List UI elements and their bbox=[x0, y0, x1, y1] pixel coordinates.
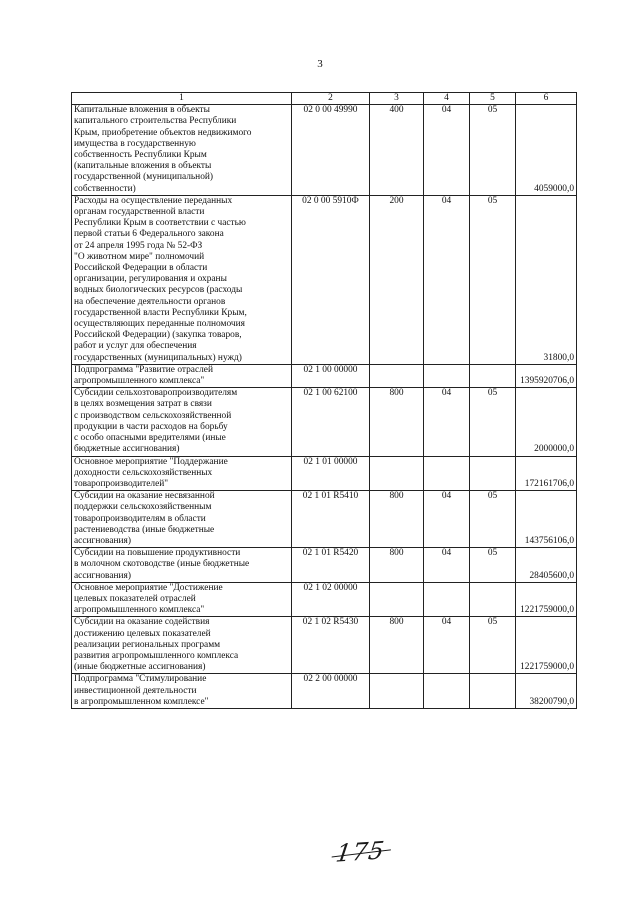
table-row bbox=[72, 105, 577, 196]
row-amount-cell: 4059000,0 bbox=[516, 105, 577, 196]
row-amount-cell: 1221759000,0 bbox=[516, 617, 577, 674]
table-row bbox=[72, 548, 577, 583]
row-expense-type-cell: 800 bbox=[370, 491, 424, 548]
row-amount-cell: 28405600,0 bbox=[516, 548, 577, 583]
row-code-cell: 02 1 00 62100 bbox=[292, 388, 370, 456]
row-section-cell bbox=[424, 674, 470, 709]
budget-table bbox=[71, 92, 577, 709]
table-row bbox=[72, 491, 577, 548]
row-expense-type-cell: 800 bbox=[370, 617, 424, 674]
table-row bbox=[72, 456, 577, 491]
row-section-cell: 04 bbox=[424, 491, 470, 548]
row-code-cell: 02 1 01 00000 bbox=[292, 456, 370, 491]
table-row bbox=[72, 582, 577, 617]
handwritten-page-mark: 175 bbox=[334, 836, 387, 868]
row-name-cell: Субсидии на повышение продуктивности в молочном скотоводстве (иные бюджетные ассигнования) bbox=[72, 548, 292, 583]
row-amount-cell: 2000000,0 bbox=[516, 388, 577, 456]
row-expense-type-cell: 800 bbox=[370, 388, 424, 456]
row-name-cell: Подпрограмма "Стимулирование инвестиционной деятельности в агропромышленном комплексе" bbox=[72, 674, 292, 709]
row-expense-type-cell: 800 bbox=[370, 548, 424, 583]
column-header: 2 bbox=[292, 93, 370, 105]
table-row bbox=[72, 388, 577, 456]
row-expense-type-cell: 400 bbox=[370, 105, 424, 196]
row-expense-type-cell bbox=[370, 456, 424, 491]
column-header: 3 bbox=[370, 93, 424, 105]
column-header: 1 bbox=[72, 93, 292, 105]
table-row bbox=[72, 195, 577, 364]
column-header: 4 bbox=[424, 93, 470, 105]
row-subsection-cell: 05 bbox=[470, 105, 516, 196]
row-amount-cell: 1221759000,0 bbox=[516, 582, 577, 617]
row-code-cell: 02 0 00 5910Ф bbox=[292, 195, 370, 364]
row-subsection-cell: 05 bbox=[470, 388, 516, 456]
row-subsection-cell: 05 bbox=[470, 491, 516, 548]
row-amount-cell: 1395920706,0 bbox=[516, 364, 577, 387]
row-amount-cell: 38200790,0 bbox=[516, 674, 577, 709]
row-expense-type-cell bbox=[370, 582, 424, 617]
row-section-cell bbox=[424, 456, 470, 491]
row-section-cell: 04 bbox=[424, 388, 470, 456]
row-code-cell: 02 1 01 R5420 bbox=[292, 548, 370, 583]
table-header-row bbox=[72, 93, 577, 105]
row-section-cell: 04 bbox=[424, 548, 470, 583]
page-number: 3 bbox=[317, 58, 323, 70]
row-name-cell: Расходы на осуществление переданных органам государственной власти Республики Крым в соответствии с частью первой статьи 6 Федерального закона от 24 апреля 1995 года № 52-ФЗ "О животном мире" полномочий Российской Федерации в области организации, регулирования и охраны водных биологических ресурсов (расходы на обеспечение деятельности органов государственной власти Республики Крым, осуществляющих переданные полномочия Российской Федерации) (закупка товаров, работ и услуг для обеспечения государственных (муниципальных) нужд) bbox=[72, 195, 292, 364]
row-subsection-cell bbox=[470, 456, 516, 491]
row-code-cell: 02 1 02 00000 bbox=[292, 582, 370, 617]
row-name-cell: Основное мероприятие "Достижение целевых показателей отраслей агропромышленного комплекса" bbox=[72, 582, 292, 617]
row-name-cell: Субсидии сельхозтоваропроизводителям в целях возмещения затрат в связи с производством сельскохозяйственной продукции в части расходов на борьбу с особо опасными вредителями (иные бюджетные ассигнования) bbox=[72, 388, 292, 456]
row-expense-type-cell bbox=[370, 674, 424, 709]
row-amount-cell: 31800,0 bbox=[516, 195, 577, 364]
row-expense-type-cell bbox=[370, 364, 424, 387]
table-row bbox=[72, 364, 577, 387]
row-name-cell: Основное мероприятие "Поддержание доходности сельскохозяйственных товаропроизводителей" bbox=[72, 456, 292, 491]
row-subsection-cell bbox=[470, 582, 516, 617]
row-name-cell: Субсидии на оказание несвязанной поддержки сельскохозяйственным товаропроизводителям в области растениеводства (иные бюджетные ассигнования) bbox=[72, 491, 292, 548]
row-subsection-cell: 05 bbox=[470, 548, 516, 583]
row-subsection-cell: 05 bbox=[470, 195, 516, 364]
row-section-cell: 04 bbox=[424, 105, 470, 196]
column-header: 6 bbox=[516, 93, 577, 105]
row-section-cell bbox=[424, 582, 470, 617]
row-amount-cell: 143756106,0 bbox=[516, 491, 577, 548]
column-header: 5 bbox=[470, 93, 516, 105]
row-name-cell: Капитальные вложения в объекты капитального строительства Республики Крым, приобретение объектов недвижимого имущества в государственную собственность Республики Крым (капитальные вложения в объекты государственной (муниципальной) собственности) bbox=[72, 105, 292, 196]
row-name-cell: Субсидии на оказание содействия достижению целевых показателей реализации региональных программ развития агропромышленного комплекса (иные бюджетные ассигнования) bbox=[72, 617, 292, 674]
row-code-cell: 02 0 00 49990 bbox=[292, 105, 370, 196]
row-section-cell: 04 bbox=[424, 195, 470, 364]
row-amount-cell: 172161706,0 bbox=[516, 456, 577, 491]
row-code-cell: 02 1 01 R5410 bbox=[292, 491, 370, 548]
row-section-cell: 04 bbox=[424, 617, 470, 674]
row-code-cell: 02 1 00 00000 bbox=[292, 364, 370, 387]
row-subsection-cell bbox=[470, 674, 516, 709]
row-subsection-cell bbox=[470, 364, 516, 387]
table-row bbox=[72, 617, 577, 674]
row-code-cell: 02 2 00 00000 bbox=[292, 674, 370, 709]
row-expense-type-cell: 200 bbox=[370, 195, 424, 364]
row-code-cell: 02 1 02 R5430 bbox=[292, 617, 370, 674]
table-row bbox=[72, 674, 577, 709]
row-subsection-cell: 05 bbox=[470, 617, 516, 674]
row-name-cell: Подпрограмма "Развитие отраслей агропромышленного комплекса" bbox=[72, 364, 292, 387]
row-section-cell bbox=[424, 364, 470, 387]
